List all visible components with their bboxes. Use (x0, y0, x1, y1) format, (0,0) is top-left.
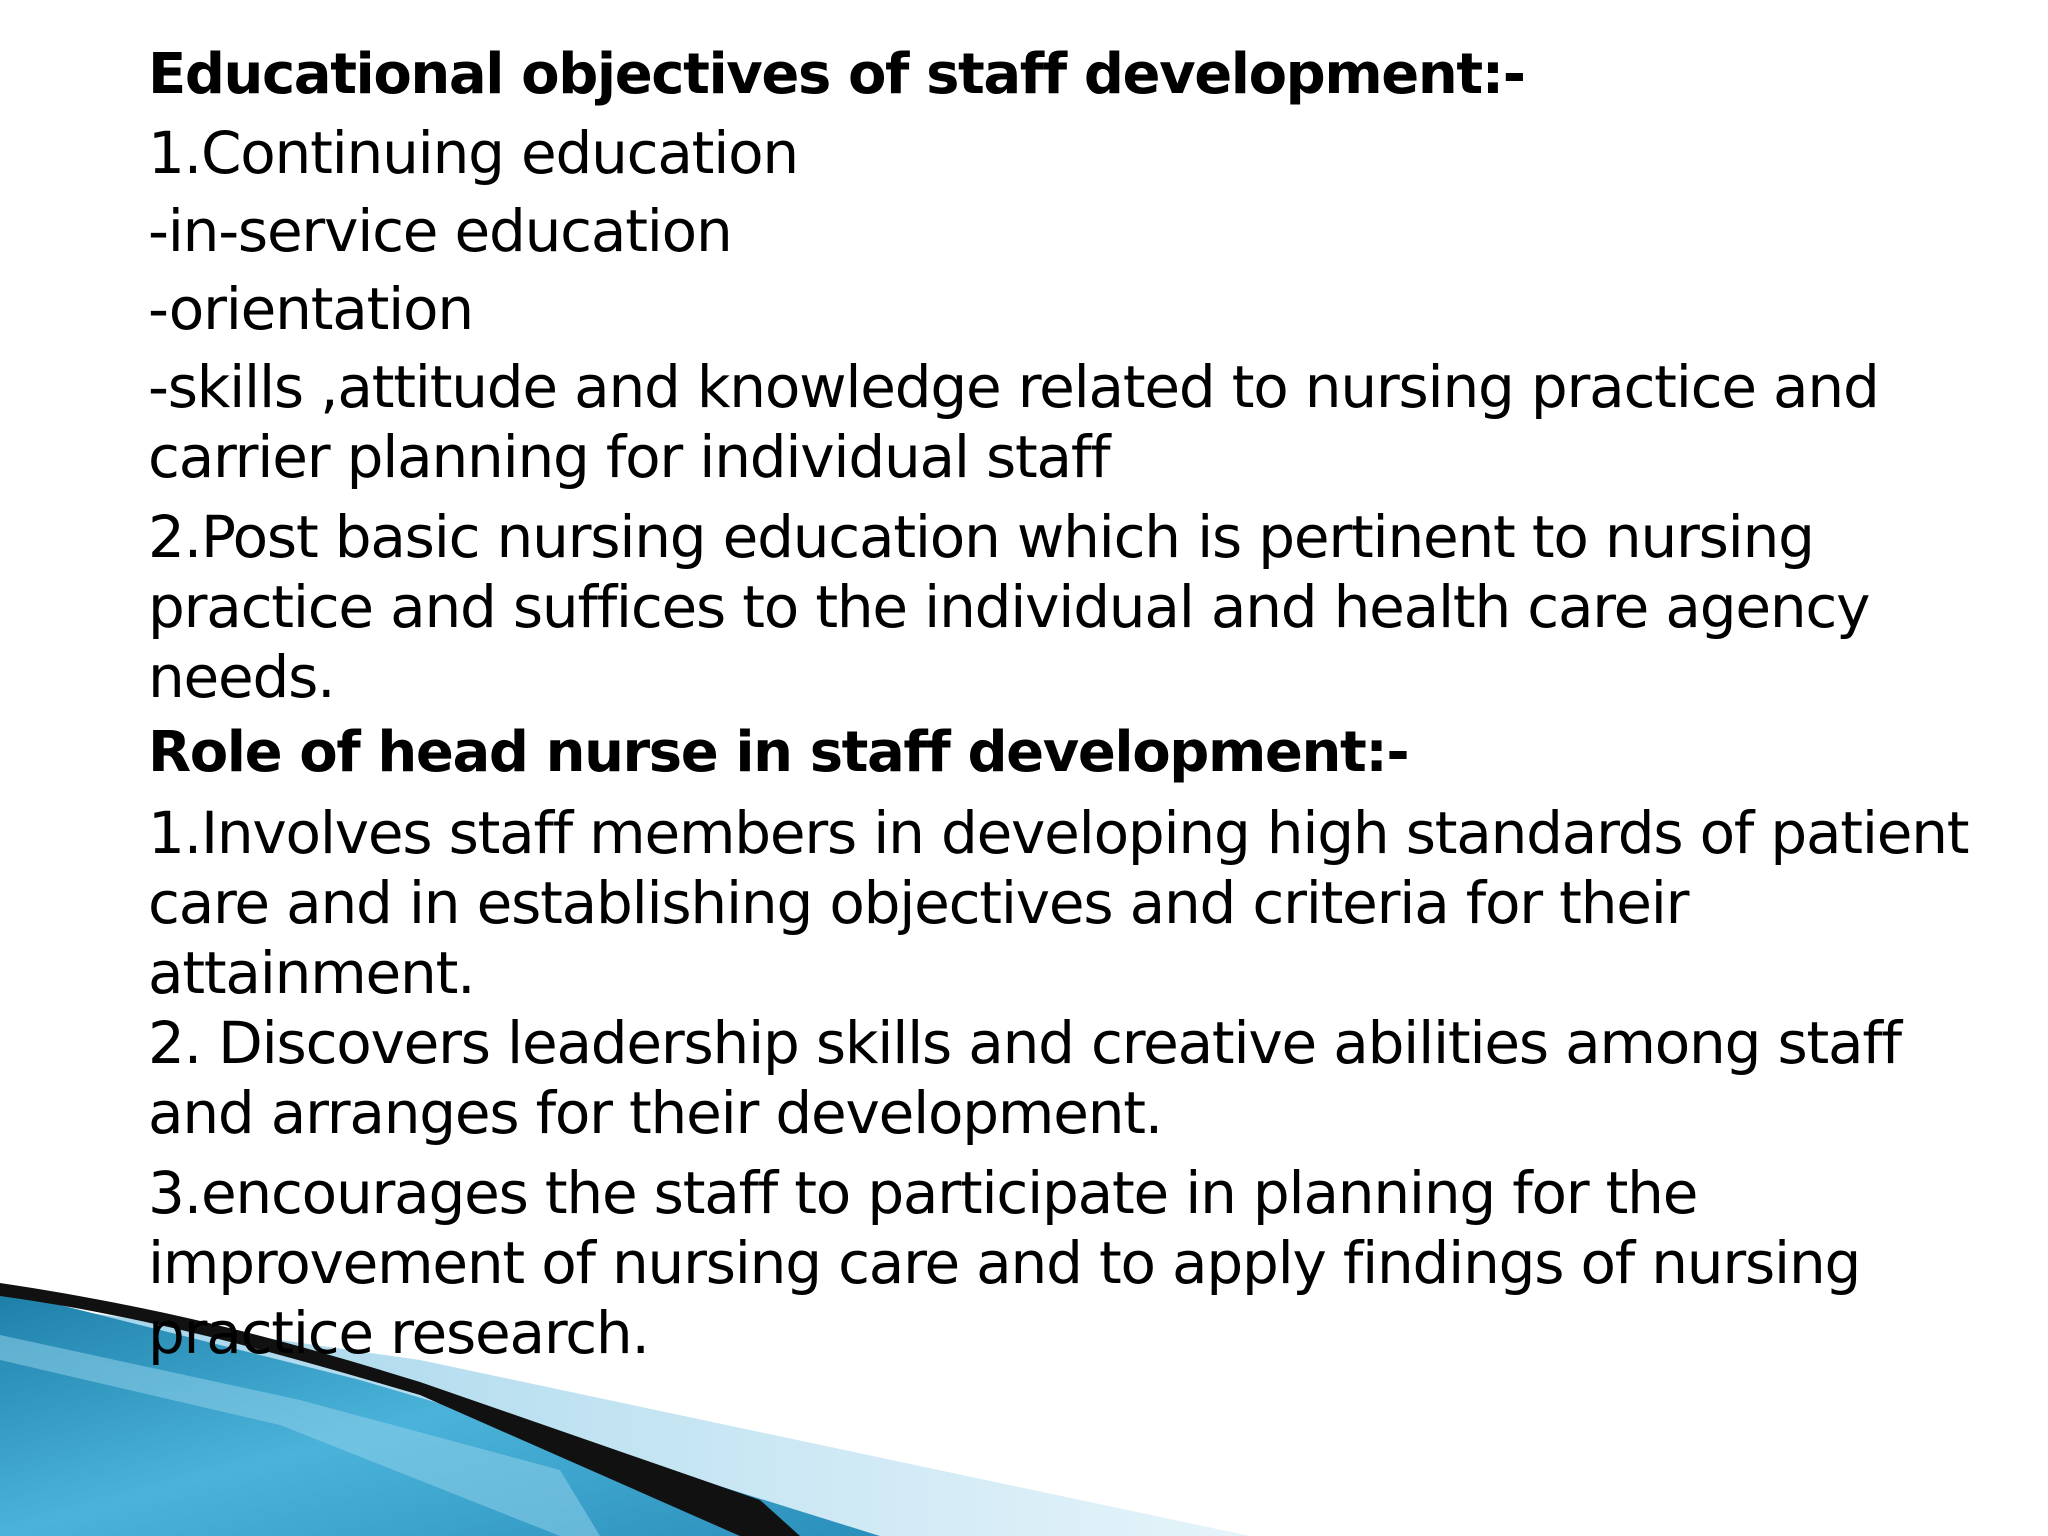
heading-role-of-head-nurse: Role of head nurse in staff development:- (148, 720, 1409, 785)
role-item-3-line-1: 3.encourages the staff to participate in planning for the (148, 1159, 1698, 1227)
sub-item-orientation: -orientation (148, 275, 473, 343)
sub-item-skills-line-1: -skills ,attitude and knowledge related to nursing practice and (148, 353, 1879, 421)
role-item-2-line-2: and arranges for their development. (148, 1079, 1163, 1147)
role-item-1-line-2: care and in establishing objectives and criteria for their (148, 869, 1689, 937)
role-item-1-line-1: 1.Involves staff members in developing high standards of patient (148, 799, 1969, 867)
role-item-2-line-1: 2. Discovers leadership skills and creative abilities among staff (148, 1009, 1901, 1077)
role-item-3-line-3: practice research. (148, 1299, 649, 1367)
heading-educational-objectives: Educational objectives of staff development:- (148, 42, 1525, 107)
slide-body (148, 40, 1998, 1368)
role-item-3-line-2: improvement of nursing care and to apply findings of nursing (148, 1229, 1861, 1297)
item-continuing-education: 1.Continuing education (148, 119, 798, 187)
role-item-1-line-3: attainment. (148, 939, 475, 1007)
sub-item-in-service: -in-service education (148, 197, 732, 265)
item-post-basic-line-1: 2.Post basic nursing education which is pertinent to nursing (148, 503, 1814, 571)
item-post-basic-line-3: needs. (148, 643, 335, 711)
sub-item-skills-line-2: carrier planning for individual staff (148, 423, 1110, 491)
item-post-basic-line-2: practice and suffices to the individual and health care agency (148, 573, 1870, 641)
